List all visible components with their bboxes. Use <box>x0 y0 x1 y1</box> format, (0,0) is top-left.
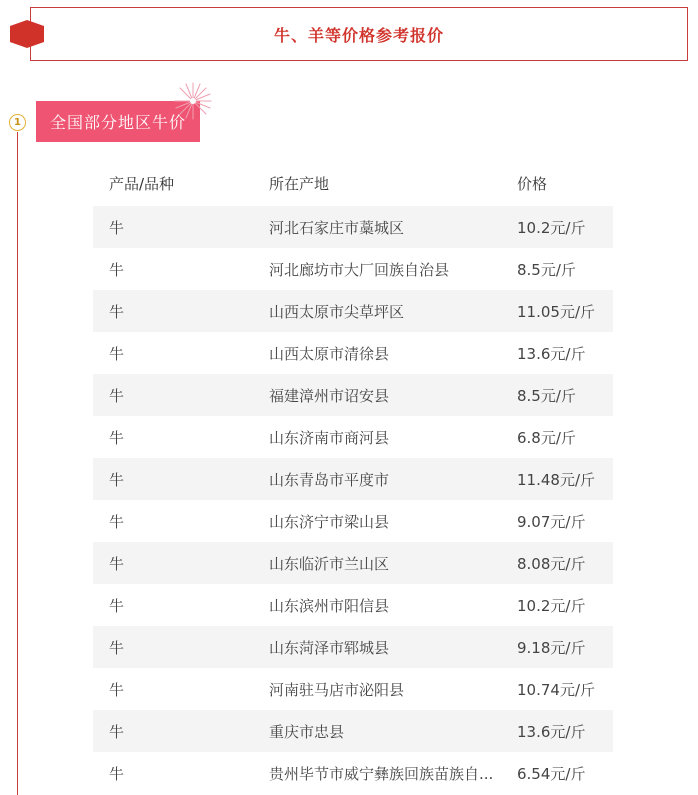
table-row <box>93 668 613 710</box>
cell-origin: 山西太原市尖草坪区 <box>269 302 405 321</box>
cell-price: 8.5元/斤 <box>517 260 576 279</box>
cell-origin: 山东济南市商河县 <box>269 428 390 447</box>
timeline-line <box>17 132 18 795</box>
cell-origin: 福建漳州市诏安县 <box>269 386 390 405</box>
cell-product: 牛 <box>109 722 125 741</box>
cell-product: 牛 <box>109 386 125 405</box>
table-row <box>93 458 613 500</box>
cell-product: 牛 <box>109 596 125 615</box>
cell-product: 牛 <box>109 764 125 783</box>
cell-price: 10.2元/斤 <box>517 596 586 615</box>
table-row <box>93 710 613 752</box>
cell-product: 牛 <box>109 260 125 279</box>
table-row <box>93 752 613 794</box>
header-product: 产品/品种 <box>109 174 175 193</box>
cell-price: 6.8元/斤 <box>517 428 576 447</box>
cell-product: 牛 <box>109 680 125 699</box>
table-row <box>93 584 613 626</box>
table-row <box>93 626 613 668</box>
cell-origin: 山东滨州市阳信县 <box>269 596 390 615</box>
cell-product: 牛 <box>109 512 125 531</box>
cell-price: 6.54元/斤 <box>517 764 586 783</box>
table-row <box>93 416 613 458</box>
cell-origin: 山东菏泽市郓城县 <box>269 638 390 657</box>
page-title: 牛、羊等价格参考报价 <box>273 25 444 45</box>
cell-origin: 河南驻马店市泌阳县 <box>269 680 405 699</box>
cell-product: 牛 <box>109 470 125 489</box>
cell-price: 10.2元/斤 <box>517 218 586 237</box>
step-number-badge: 1 <box>9 114 26 131</box>
cell-product: 牛 <box>109 218 125 237</box>
table-row <box>93 374 613 416</box>
cell-origin: 重庆市忠县 <box>269 722 345 741</box>
cell-product: 牛 <box>109 638 125 657</box>
cell-product: 牛 <box>109 428 125 447</box>
cell-price: 13.6元/斤 <box>517 344 586 363</box>
cell-origin: 河北廊坊市大厂回族自治县 <box>269 260 450 279</box>
cell-price: 8.5元/斤 <box>517 386 576 405</box>
firework-icon <box>172 80 214 122</box>
cell-price: 11.05元/斤 <box>517 302 595 321</box>
cell-origin: 贵州毕节市威宁彝族回族苗族自... <box>269 764 494 783</box>
cell-origin: 山东济宁市梁山县 <box>269 512 390 531</box>
cell-product: 牛 <box>109 302 125 321</box>
table-row <box>93 290 613 332</box>
cell-price: 9.07元/斤 <box>517 512 586 531</box>
cell-origin: 河北石家庄市藁城区 <box>269 218 405 237</box>
cell-origin: 山东临沂市兰山区 <box>269 554 390 573</box>
table-row <box>93 206 613 248</box>
cell-price: 8.08元/斤 <box>517 554 586 573</box>
table-row <box>93 542 613 584</box>
hexagon-marker-icon <box>10 20 44 48</box>
cell-price: 10.74元/斤 <box>517 680 595 699</box>
cell-origin: 山西太原市清徐县 <box>269 344 390 363</box>
cell-price: 9.18元/斤 <box>517 638 586 657</box>
header-price: 价格 <box>517 174 548 193</box>
title-box <box>30 7 688 61</box>
table-header-row <box>93 160 613 206</box>
section-heading: 全国部分地区牛价 <box>36 101 200 142</box>
cell-price: 11.48元/斤 <box>517 470 595 489</box>
cell-product: 牛 <box>109 344 125 363</box>
table-row <box>93 332 613 374</box>
table-row <box>93 500 613 542</box>
cell-product: 牛 <box>109 554 125 573</box>
table-row <box>93 248 613 290</box>
cell-origin: 山东青岛市平度市 <box>269 470 390 489</box>
price-table <box>93 160 613 794</box>
cell-price: 13.6元/斤 <box>517 722 586 741</box>
header-origin: 所在产地 <box>269 174 330 193</box>
